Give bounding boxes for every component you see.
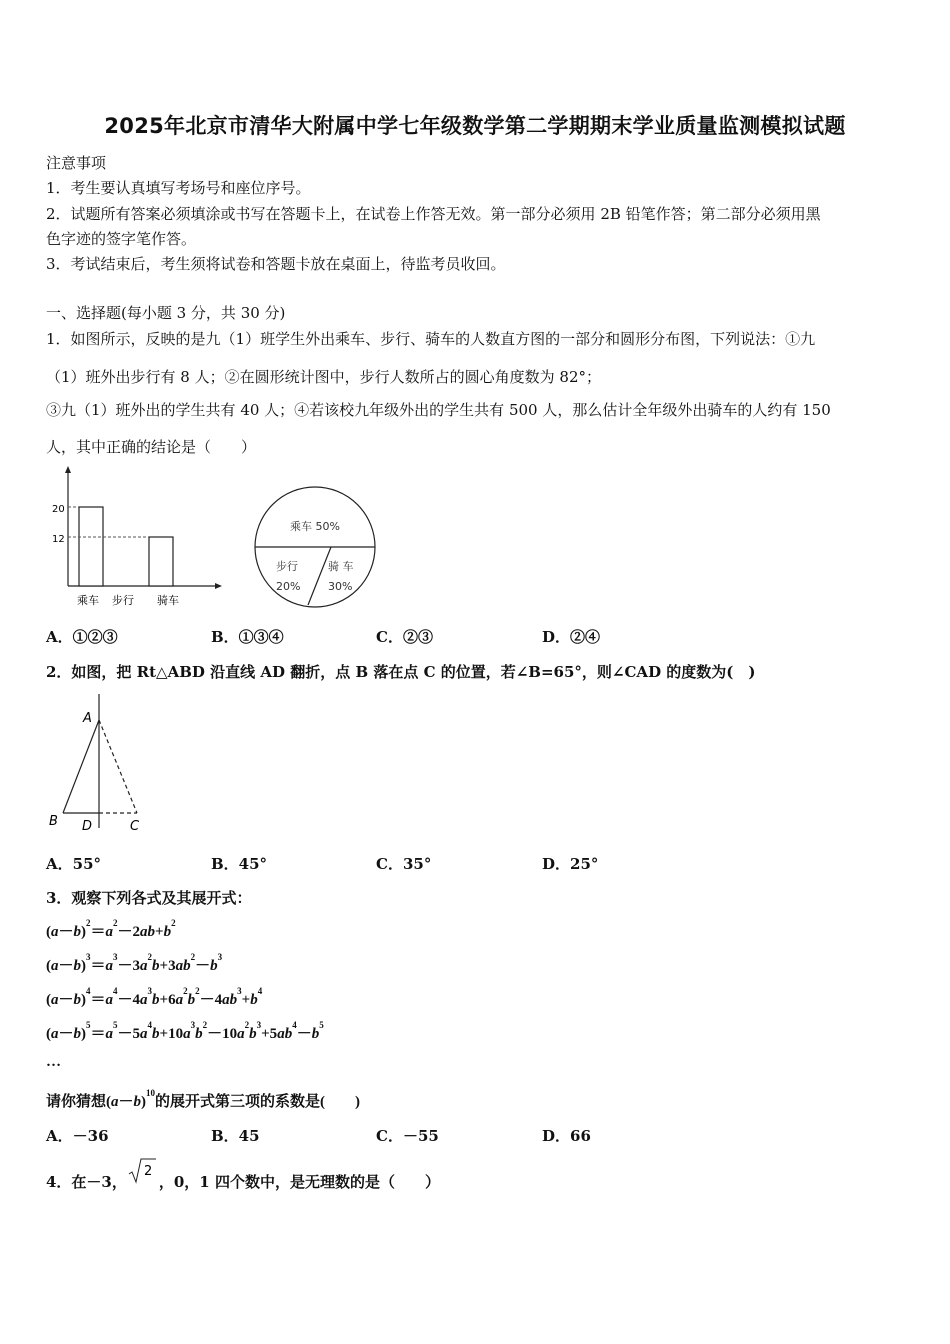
ellipsis: … [46,1054,61,1070]
point-label: B [49,814,58,829]
q1-text: （1）班外出步行有 8 人；②在圆形统计图中，步行人数所占的圆心角度数为 82°； [46,368,601,386]
point-label: D [82,819,93,834]
pie-label: 30% [328,580,353,593]
q1-text: ③九（1）班外出的学生共有 40 人；④若该校九年级外出的学生共有 500 人，那么估计全年级外出骑车的人约有 150 [46,401,831,419]
line-ab [63,720,99,813]
notice-item: 3．考试结束后，考生须将试卷和答题卡放在桌面上，待监考员收回。 [46,255,506,273]
q2-option-a[interactable]: A．55° [46,855,102,873]
pie-label: 步行 [276,560,298,573]
q4-text: 4．在－3， 2 ，0，1 四个数中，是无理数的是（ ） [46,1171,440,1192]
q1-bar-figure [46,462,226,612]
notice-item: 色字迹的签字笔作答。 [46,230,197,248]
q2-option-d[interactable]: D．25° [542,855,599,873]
q3-question: 请你猜想$(a-b)^{10}$的展开式第三项的系数是( ) [46,1088,361,1110]
category-label: 骑车 [157,594,179,607]
q3-option-b[interactable]: B．45 [211,1127,260,1145]
tick-label: 20 [52,504,65,515]
q3-option-d[interactable]: D．66 [542,1127,591,1145]
line-ac [99,720,137,813]
pie-label: 骑 车 [328,560,354,573]
q1-option-d[interactable]: D．②④ [542,628,601,646]
q3-option-a[interactable]: A．－36 [46,1127,109,1145]
notice-item: 2．试题所有答案必须填涂或书写在答题卡上，在试卷上作答无效。第一部分必须用 2B 铅笔作答；第二部分必须用黑 [46,205,821,223]
page-title: 2025年北京市清华大附属中学七年级数学第二学期期末学业质量监测模拟试题 [104,114,846,138]
category-label: 步行 [112,594,134,607]
q1-text: 人，其中正确的结论是（ ） [46,438,257,456]
expansion-4: $(a-b)^5=a^5-5a^4b+10a^3b^2-10a^2b^3+5ab^4-b^5$ [46,1020,324,1042]
q2-text: 2．如图，把 Rt△ABD 沿直线 AD 翻折，点 B 落在点 C 的位置，若∠B=65°，则∠CAD 的度数为( ) [46,663,756,681]
svg-text:2: 2 [143,1164,153,1179]
q1-option-c[interactable]: C．②③ [376,628,433,646]
q2-option-b[interactable]: B．45° [211,855,268,873]
expansion-2: $(a-b)^3=a^3-3a^2b+3ab^2-b^3$ [46,952,223,974]
q2-triangle-figure [44,694,164,836]
y-axis-arrow-icon [65,466,71,473]
notice-heading: 注意事项 [46,154,107,172]
expansion-1: $(a-b)^2=a^2-2ab+b^2$ [46,918,176,940]
bar-chengche [79,507,103,586]
notice-item: 1．考生要认真填写考场号和座位序号。 [46,179,311,197]
q1-option-a[interactable]: A．①②③ [46,628,118,646]
sqrt2-symbol [127,1156,157,1186]
q1-text: 1．如图所示，反映的是九（1）班学生外出乘车、步行、骑车的人数直方图的一部分和圆形分布图，下列说法：①九 [46,330,816,348]
pie-label: 乘车 50% [290,520,340,533]
q3-option-c[interactable]: C．－55 [376,1127,439,1145]
point-label: A [83,711,92,726]
expansion-3: $(a-b)^4=a^4-4a^3b+6a^2b^2-4ab^3+b^4$ [46,986,263,1008]
q1-pie-figure [252,484,382,614]
tick-label: 12 [52,534,65,545]
x-axis-arrow-icon [215,583,222,589]
q3-text: 3．观察下列各式及其展开式： [46,889,252,907]
q1-option-b[interactable]: B．①③④ [211,628,284,646]
section-heading: 一、选择题(每小题 3 分，共 30 分) [46,304,286,322]
point-label: C [130,819,140,834]
category-label: 乘车 [77,594,99,607]
q2-option-c[interactable]: C．35° [376,855,432,873]
bar-qiche [149,537,173,586]
pie-label: 20% [276,580,301,593]
